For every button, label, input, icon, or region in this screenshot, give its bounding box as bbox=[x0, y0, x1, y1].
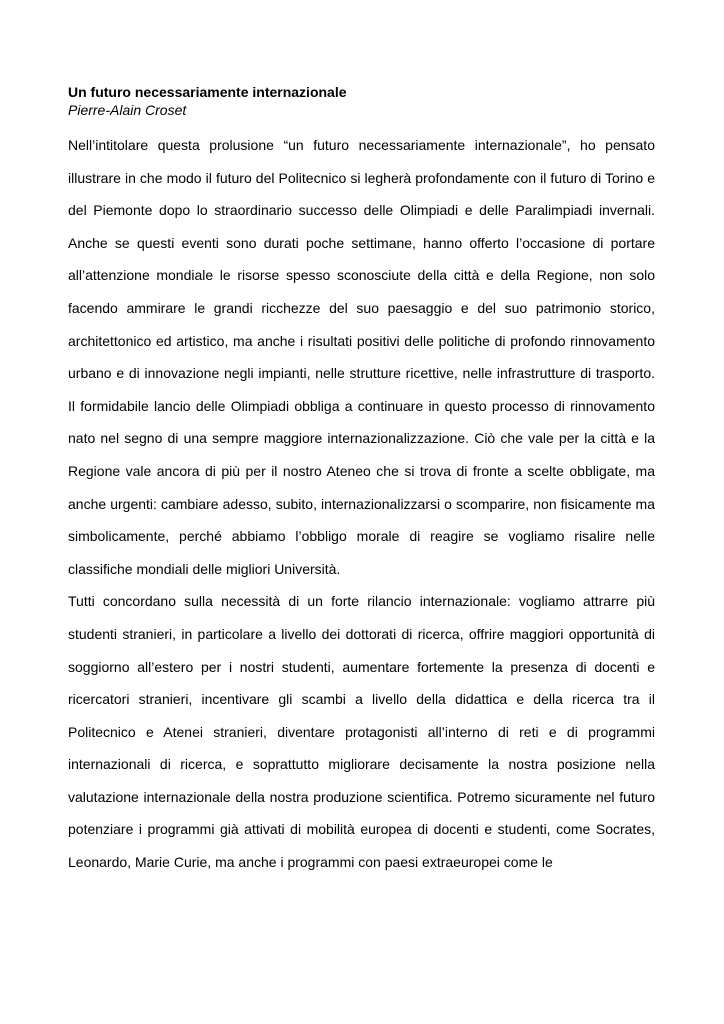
paragraph-2: Tutti concordano sulla necessità di un forte rilancio internazionale: vogliamo attrarre più studenti stranieri, in particolare a livello dei dottorati di ricerca, offrire maggiori opportunità di soggiorno all’estero per i nostri studenti, aumentare fortemente la presenza di docenti e ricercatori stranieri, incentivare gli scambi a livello della didattica e della ricerca tra il Politecnico e Atenei stranieri, diventare protagonisti all’interno di reti e di programmi internazionali di ricerca, e soprattutto migliorare decisamente la nostra posizione nella valutazione internazionale della nostra produzione scientifica. Potremo sicuramente nel futuro potenziare i programmi già attivati di mobilità europea di docenti e studenti, come Socrates, Leonardo, Marie Curie, ma anche i programmi con paesi extraeuropei come le bbox=[68, 593, 655, 871]
document-title: Un futuro necessariamente internazionale bbox=[68, 84, 347, 100]
document-page bbox=[68, 83, 655, 879]
document-author: Pierre-Alain Croset bbox=[68, 102, 187, 118]
paragraph-1: Nell’intitolare questa prolusione “un futuro necessariamente internazionale”, ho pensato illustrare in che modo il futuro del Politecnico si legherà profondamente con il futuro di Torino e del Piemonte dopo lo straordinario successo delle Olimpiadi e delle Paralimpiadi invernali. Anche se questi eventi sono durati poche settimane, hanno offerto l’occasione di portare all’attenzione mondiale le risorse spesso sconosciute della città e della Regione, non solo facendo ammirare le grandi ricchezze del suo paesaggio e del suo patrimonio storico, architettonico ed artistico, ma anche i risultati positivi delle politiche di profondo rinnovamento urbano e di innovazione negli impianti, nelle strutture ricettive, nelle infrastrutture di trasporto. Il formidabile lancio delle Olimpiadi obbliga a continuare in questo processo di rinnovamento nato nel segno di una sempre maggiore internazionalizzazione. Ciò che vale per la città e la Regione vale ancora di più per il nostro Ateneo che si trova di fronte a scelte obbligate, ma anche urgenti: cambiare adesso, subito, internazionalizzarsi o scomparire, non fisicamente ma simbolicamente, perché abbiamo l’obbligo morale di reagire se vogliamo risalire nelle classifiche mondiali delle migliori Università. bbox=[68, 137, 655, 577]
